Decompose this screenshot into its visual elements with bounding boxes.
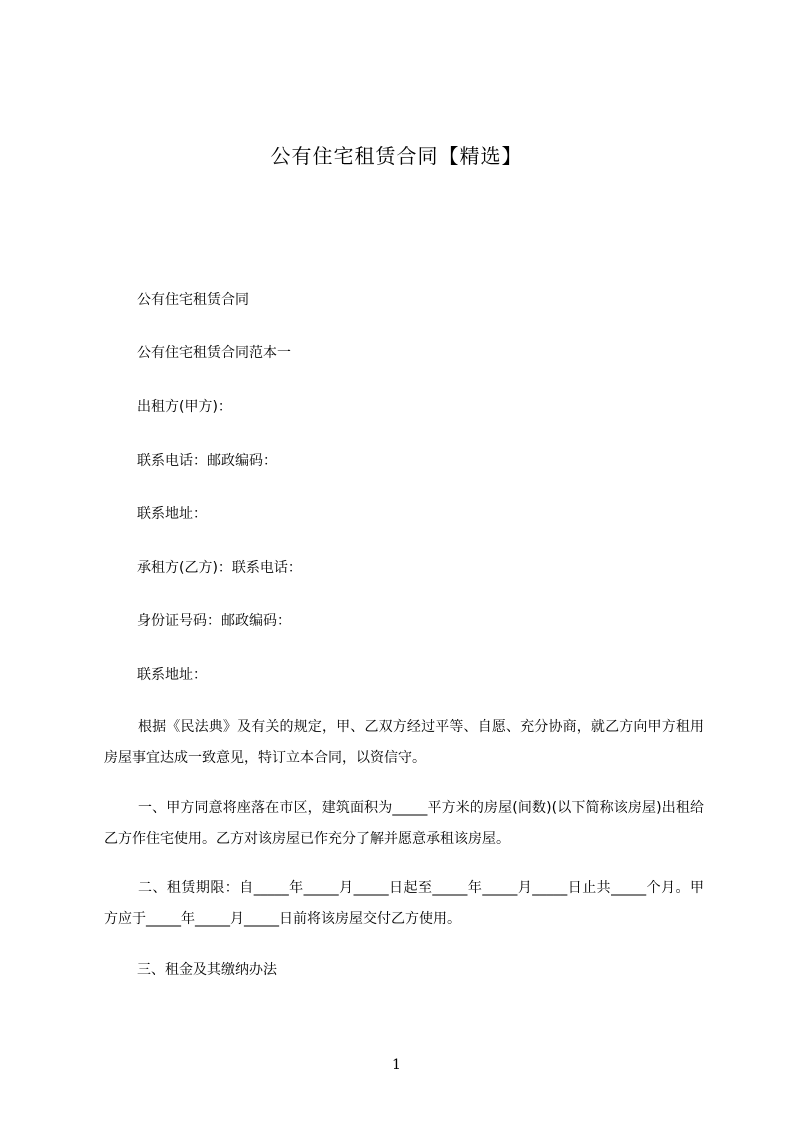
clause-three-heading: 三、租金及其缴纳办法 (137, 962, 277, 978)
document-title: 公有住宅租赁合同【精选】 (270, 144, 523, 168)
lessor-address-line: 联系地址： (137, 506, 207, 522)
lessee-address-line: 联系地址： (137, 667, 207, 683)
lessor-label: 出租方(甲方)： (137, 399, 232, 415)
clause-one-paragraph: 一、甲方同意将座落在市区，建筑面积为_____平方米的房屋(间数)(以下简称该房屋)出租给乙方作住宅使用。乙方对该房屋已作充分了解并愿意承租该房屋。 (104, 800, 704, 847)
clause-two-paragraph: 二、租赁期限：自_____年_____月_____日起至_____年_____月_____日止共_____个月。甲方应于_____年_____月_____日前将该房屋交付乙方使用。 (104, 880, 704, 927)
lessee-id-line: 身份证号码：邮政编码： (137, 613, 291, 629)
lessee-label: 承租方(乙方)：联系电话： (137, 560, 302, 576)
contract-subtitle: 公有住宅租赁合同 (137, 292, 249, 308)
page-number: 1 (392, 1057, 401, 1073)
preamble-paragraph: 根据《民法典》及有关的规定，甲、乙双方经过平等、自愿、充分协商，就乙方向甲方租用房屋事宜达成一致意见，特订立本合同，以资信守。 (104, 719, 704, 766)
contract-template-label: 公有住宅租赁合同范本一 (137, 345, 291, 361)
lessor-contact-line: 联系电话：邮政编码： (137, 453, 277, 469)
